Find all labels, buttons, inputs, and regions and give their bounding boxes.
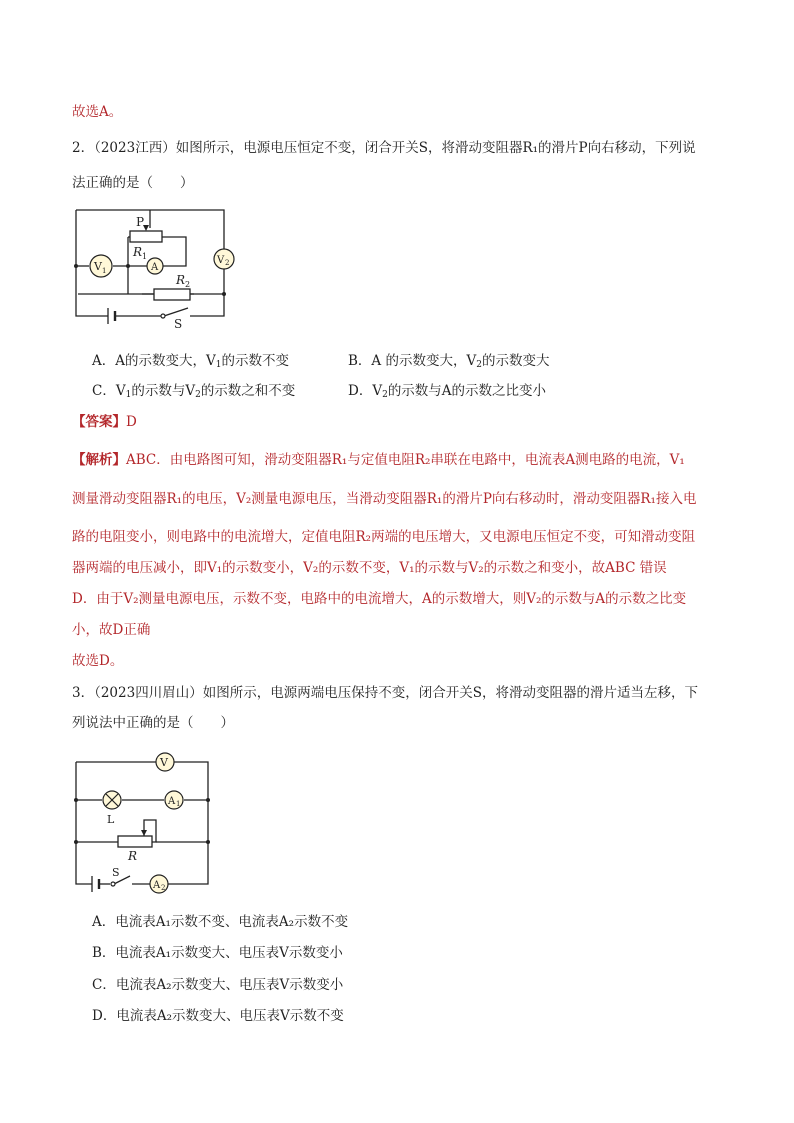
a1-subscript: 1 <box>176 800 181 808</box>
a2-subscript: 2 <box>161 884 166 892</box>
q2-option-a: A．A的示数变大，$V_1$的示数不变 <box>92 353 289 370</box>
q3-stem-line1: 3．（2023四川眉山）如图所示，电源两端电压保持不变，闭合开关S，将滑动变阻器的滑片适当左移，下 <box>72 685 698 701</box>
q2-analysis-line4: 器两端的电压减小，即V₁的示数变小，V₂的示数不变，V₁的示数与V₂的示数之和变小，故ABC 错误 <box>72 560 667 576</box>
q3-option-d: D．电流表A₂示数变大、电压表V示数不变 <box>92 1008 344 1024</box>
q2-circuit-diagram <box>70 204 250 328</box>
switch-label: S <box>112 866 120 879</box>
v1-label: V <box>94 260 102 273</box>
v2-label: V <box>217 255 225 266</box>
previous-conclusion: 故选A。 <box>72 104 123 120</box>
q2-stem-line1: 2．（2023江西）如图所示，电源电压恒定不变，闭合开关S，将滑动变阻器R₁的滑片P向右移动，下列说 <box>72 140 696 156</box>
q2-option-b: B．A 的示数变大，$V_2$的示数变大 <box>348 353 550 370</box>
q3-option-c: C．电流表A₂示数变大、电压表V示数变小 <box>92 977 344 993</box>
voltmeter-label: V <box>160 756 168 769</box>
q2-analysis-line6: 小，故D正确 <box>72 622 151 638</box>
q3-circuit-diagram <box>70 750 216 894</box>
a1-label: A <box>168 796 176 807</box>
q2-analysis-line1: 【解析】ABC．由电路图可知，滑动变阻器R₁与定值电阻R₂串联在电路中，电流表A测电路的电流，V₁ <box>72 452 685 468</box>
q2-analysis-line2: 测量滑动变阻器R₁的电压，V₂测量电源电压，当滑动变阻器R₁的滑片P向右移动时，滑动变阻器R₁接入电 <box>72 491 697 507</box>
ammeter-label: A <box>151 262 159 273</box>
r2-subscript: 2 <box>185 280 191 289</box>
r1-label: R <box>133 245 143 259</box>
q3-stem-line2: 列说法中正确的是（ ） <box>72 715 234 731</box>
lamp-label: L <box>107 813 115 826</box>
q2-answer: 【答案】D <box>72 414 137 430</box>
q2-analysis-line5: D．由于V₂测量电源电压，示数不变，电路中的电流增大，A的示数增大，则V₂的示数与A的示数之比变 <box>72 591 687 607</box>
q2-conclusion: 故选D。 <box>72 653 124 669</box>
v2-subscript: 2 <box>225 259 230 267</box>
rheostat-label: R <box>128 849 138 863</box>
q2-option-c: C．$V_1$的示数与$V_2$的示数之和不变 <box>92 383 296 400</box>
q2-stem-line2: 法正确的是（ ） <box>72 175 194 191</box>
r1-subscript: 1 <box>142 252 148 261</box>
q3-option-a: A．电流表A₁示数不变、电流表A₂示数不变 <box>92 914 349 930</box>
slider-label-p: P <box>136 215 145 229</box>
q2-analysis-line3: 路的电阻变小，则电路中的电流增大，定值电阻R₂两端的电压增大，又电源电压恒定不变，可知滑动变阻 <box>72 529 696 545</box>
q3-option-b: B．电流表A₁示数变大、电压表V示数变小 <box>92 945 343 961</box>
switch-label: S <box>174 317 183 328</box>
r2-label: R <box>176 273 186 287</box>
v1-subscript: 1 <box>102 267 107 275</box>
a2-label: A <box>153 880 161 891</box>
q2-option-d: D．$V_2$的示数与A的示数之比变小 <box>348 383 547 400</box>
